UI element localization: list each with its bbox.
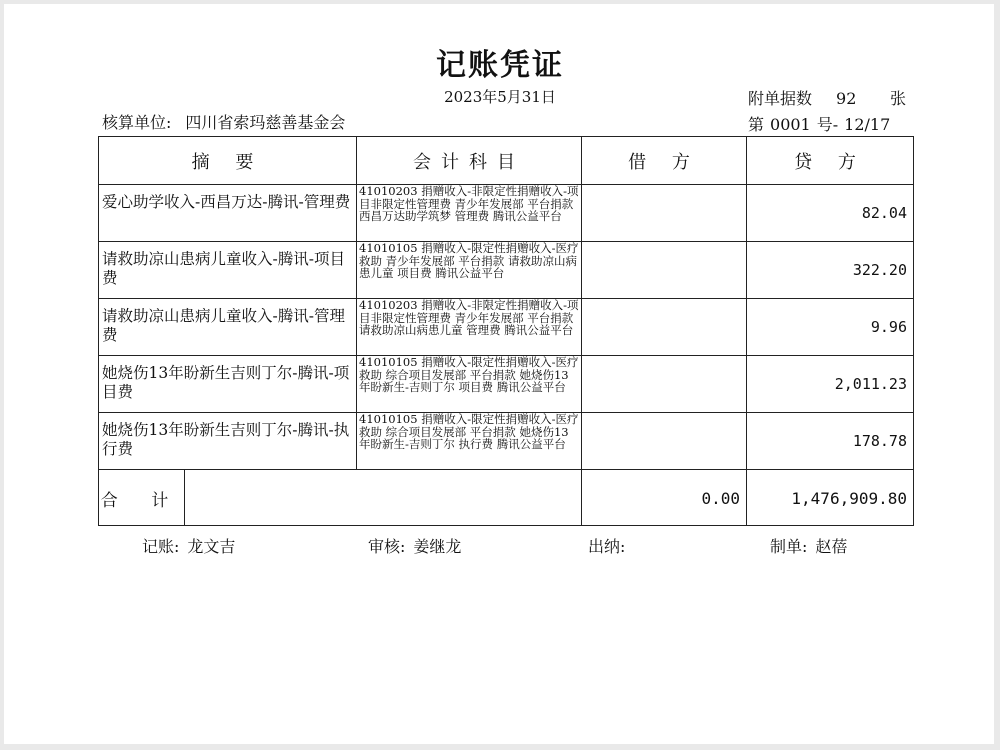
table-row	[99, 185, 913, 242]
total-credit: 1,476,909.80	[791, 488, 907, 508]
table-row	[99, 242, 913, 299]
header-debit: 借 方	[582, 137, 747, 184]
header-credit: 贷 方	[794, 151, 866, 173]
auditor-name: 姜继龙	[413, 537, 462, 556]
voucher-number	[748, 112, 896, 135]
row-credit: 322.20	[852, 261, 907, 279]
total-debit: 0.00	[582, 470, 747, 526]
accounting-unit-name: 四川省索玛慈善基金会	[185, 113, 346, 132]
voucher-page: 12/17	[844, 115, 891, 134]
table-row	[99, 413, 913, 470]
row-credit: 178.78	[852, 432, 907, 450]
row-debit	[582, 299, 747, 355]
voucher-suffix: 号-	[816, 115, 839, 134]
row-credit: 9.96	[870, 318, 907, 336]
row-account: 41010105 捐赠收入-限定性捐赠收入-医疗救助 综合项目发展部 平台捐款 她烧伤13年盼新生-吉则丁尔 项目费 腾讯公益平台	[357, 356, 582, 412]
table-row	[99, 356, 913, 413]
row-account: 41010203 捐赠收入-非限定性捐赠收入-项目非限定性管理费 青少年发展部 平台捐款 西昌万达助学筑梦 管理费 腾讯公益平台	[357, 185, 582, 241]
header-account: 会计科目	[357, 137, 582, 184]
total-blank	[185, 470, 582, 526]
row-debit	[582, 242, 747, 298]
row-credit: 82.04	[861, 204, 907, 222]
bookkeeper	[142, 534, 235, 557]
preparer-name: 赵蓓	[815, 537, 848, 556]
auditor	[368, 534, 461, 557]
auditor-label: 审核:	[368, 537, 406, 556]
table-row	[99, 299, 913, 356]
row-account: 41010105 捐赠收入-限定性捐赠收入-医疗救助 青少年发展部 平台捐款 请救助凉山病患儿童 项目费 腾讯公益平台	[357, 242, 582, 298]
attachments-count	[748, 86, 906, 109]
cashier-label: 出纳:	[588, 537, 626, 556]
row-debit	[582, 356, 747, 412]
row-account: 41010105 捐赠收入-限定性捐赠收入-医疗救助 综合项目发展部 平台捐款 她烧伤13年盼新生-吉则丁尔 执行费 腾讯公益平台	[357, 413, 582, 469]
accounting-unit-label: 核算单位:	[102, 113, 172, 132]
cashier	[588, 534, 633, 557]
preparer-label: 制单:	[770, 537, 808, 556]
row-summary: 请救助凉山患病儿童收入-腾讯-管理费	[99, 299, 357, 355]
row-debit	[582, 185, 747, 241]
attachments-unit: 张	[890, 89, 907, 108]
voucher-prefix: 第	[748, 115, 765, 134]
voucher-date: 2023年5月31日	[444, 88, 556, 106]
attachments-label: 附单据数	[748, 89, 813, 108]
voucher-title: 记账凭证	[436, 48, 564, 83]
voucher-no: 0001	[770, 115, 811, 134]
row-summary: 请救助凉山患病儿童收入-腾讯-项目费	[99, 242, 357, 298]
accounting-unit	[102, 110, 345, 133]
row-credit: 2,011.23	[834, 375, 907, 393]
total-label: 合 计	[99, 470, 185, 526]
header-summary: 摘 要	[99, 137, 357, 184]
row-debit	[582, 413, 747, 469]
row-summary: 她烧伤13年盼新生吉则丁尔-腾讯-项目费	[99, 356, 357, 412]
row-account: 41010203 捐赠收入-非限定性捐赠收入-项目非限定性管理费 青少年发展部 平台捐款 请救助凉山病患儿童 管理费 腾讯公益平台	[357, 299, 582, 355]
table-header	[99, 137, 913, 185]
attachments-number: 92	[836, 89, 857, 108]
preparer	[770, 534, 847, 557]
row-summary: 爱心助学收入-西昌万达-腾讯-管理费	[99, 185, 357, 241]
signature-footer	[0, 534, 1000, 558]
total-row	[99, 470, 913, 526]
row-summary: 她烧伤13年盼新生吉则丁尔-腾讯-执行费	[99, 413, 357, 469]
voucher-table	[98, 136, 914, 526]
bookkeeper-label: 记账:	[142, 537, 180, 556]
bookkeeper-name: 龙文吉	[187, 537, 236, 556]
